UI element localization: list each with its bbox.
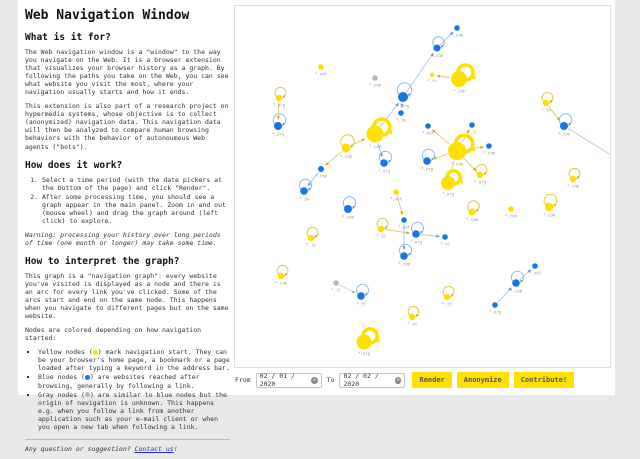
graph-node-label: *.com	[504, 213, 518, 219]
clear-to-date-icon[interactable]: ✕	[396, 376, 400, 383]
to-date-value: 02 / 02 / 2020	[343, 372, 379, 388]
render-button[interactable]: Render	[412, 372, 451, 388]
graph-node[interactable]	[560, 122, 568, 130]
self-loop-arrowhead	[420, 231, 422, 233]
graph-node[interactable]	[398, 110, 404, 116]
graph-node-label: *.it	[467, 129, 477, 135]
legend-gray-post: ) are similar to blue nodes but the origin of navigation is unknown. This happens e.g. when you follow a link from another application such as your e-mail client or when you open a new tab when following a link.	[38, 390, 227, 431]
graph-node[interactable]	[378, 226, 384, 232]
graph-node[interactable]	[425, 123, 431, 129]
graph-node[interactable]	[401, 217, 407, 223]
graph-node[interactable]	[278, 273, 284, 279]
how-steps	[25, 176, 230, 225]
self-loop-arrowhead	[285, 273, 287, 275]
graph-node[interactable]	[380, 159, 388, 167]
graph-node[interactable]	[400, 252, 408, 260]
how-step-2: 2. After some processing time, you should see a graph appear in the main panel. Zoom in and out (mouse wheel) and drag the graph around (left click) to explore.	[42, 193, 230, 225]
graph-node[interactable]	[367, 126, 384, 143]
graph-node[interactable]	[398, 92, 408, 102]
self-loop-arrowhead	[431, 158, 433, 160]
graph-node[interactable]	[477, 172, 483, 178]
self-loop-arrowhead	[451, 294, 453, 296]
graph-node-label: *.com	[482, 150, 496, 156]
bottom-controls-bar	[235, 372, 574, 388]
graph-node-label: *.fr	[427, 78, 437, 84]
graph-node[interactable]	[308, 235, 314, 241]
graph-node-label: *.com	[397, 261, 411, 267]
graph-edge-arrowhead	[277, 116, 280, 119]
graph-node[interactable]	[512, 279, 520, 287]
graph-node-label: *.org	[441, 191, 455, 197]
what-paragraph-1: The Web navigation window is a "window" to the way you navigate on the Web. It is a browser extension that visualizes your browser history as a graph. By following the paths you take on the Web, you can see what website you visit the most, where your navigation usually starts and how it ends.	[25, 48, 229, 97]
graph-node-label: *.org	[377, 168, 391, 174]
to-label: To	[326, 376, 335, 384]
graph-edge-arrowhead	[400, 211, 403, 215]
from-date-input[interactable]	[256, 373, 322, 388]
graph-node-label: *.io	[407, 321, 417, 327]
from-date-value: 02 / 01 / 2020	[259, 372, 295, 388]
documentation-panel	[25, 2, 230, 459]
self-loop-arrowhead	[352, 206, 354, 208]
from-label: From	[235, 376, 251, 384]
node-legend-list	[25, 348, 230, 430]
graph-node-label: *.com	[274, 280, 288, 286]
graph-node-label: *.org	[271, 131, 285, 137]
graph-node-label: *.org	[396, 103, 410, 109]
graph-node[interactable]	[444, 294, 450, 300]
navigation-graph-panel[interactable]	[234, 5, 611, 368]
navigation-graph-canvas[interactable]	[235, 6, 610, 367]
footer-divider	[25, 439, 230, 440]
graph-node[interactable]	[430, 73, 434, 77]
self-loop-arrowhead	[308, 188, 310, 190]
self-loop-arrowhead	[283, 95, 285, 97]
graph-node[interactable]	[441, 176, 455, 190]
graph-node[interactable]	[448, 142, 466, 160]
graph-node[interactable]	[570, 176, 576, 182]
graph-node[interactable]	[274, 122, 282, 130]
graph-node-label: *.com	[314, 173, 328, 179]
graph-node[interactable]	[342, 144, 351, 153]
graph-node-label: *.com	[509, 288, 523, 294]
self-loop-arrowhead	[408, 253, 410, 255]
graph-node[interactable]	[318, 64, 324, 70]
graph-node[interactable]	[543, 100, 549, 106]
clear-from-date-icon[interactable]: ✕	[312, 376, 316, 383]
graph-node[interactable]	[442, 234, 448, 240]
self-loop-arrowhead	[554, 204, 556, 206]
graph-node[interactable]	[492, 302, 498, 308]
graph-node[interactable]	[357, 292, 365, 300]
graph-node[interactable]	[372, 75, 378, 81]
graph-node[interactable]	[532, 263, 538, 269]
graph-node[interactable]	[486, 143, 492, 149]
graph-node-label: *.com	[465, 217, 479, 222]
graph-node-label: *.to	[440, 241, 450, 247]
graph-node[interactable]	[545, 203, 553, 211]
graph-node[interactable]	[276, 95, 282, 101]
legend-yellow-post: ) mark navigation start. They can be your browser's home page, a bookmark or a page loaded after typing a keyword in the address bar.	[38, 348, 230, 373]
self-loop-arrowhead	[441, 45, 443, 47]
self-loop-arrowhead	[476, 209, 478, 211]
section-heading-interpret: How to interpret the graph?	[25, 255, 180, 267]
graph-edge	[568, 129, 610, 155]
graph-node-label: *.com	[341, 214, 355, 220]
self-loop-arrowhead	[568, 123, 570, 125]
graph-node-label: *.org	[272, 102, 286, 108]
graph-node[interactable]	[344, 205, 352, 213]
contact-post: !	[173, 444, 178, 453]
warning-text: Warning: processing your history over long periods of time (one month or longer) may take some time.	[25, 230, 221, 247]
graph-node-label: *.com	[450, 161, 464, 167]
graph-node-label: *.com	[339, 154, 353, 159]
graph-node-label: *.com	[542, 212, 556, 218]
self-loop-arrowhead	[388, 160, 390, 162]
graph-node-label: *.to	[541, 107, 551, 113]
graph-node[interactable]	[423, 157, 431, 165]
graph-edge	[432, 129, 449, 144]
graph-node-label: *.org	[420, 166, 434, 172]
graph-node-label: *.com	[557, 131, 571, 137]
graph-node[interactable]	[357, 335, 372, 350]
self-loop-arrowhead	[315, 235, 317, 237]
graph-node[interactable]	[454, 25, 460, 31]
graph-node[interactable]	[412, 230, 420, 238]
graph-node-label: *.im	[299, 196, 309, 202]
interpret-paragraph-2: Nodes are colored depending on how navigation started:	[25, 326, 202, 343]
graph-node-label: *.net	[397, 224, 411, 230]
graph-node[interactable]	[300, 187, 308, 195]
graph-node[interactable]	[469, 122, 475, 128]
graph-node[interactable]	[409, 314, 415, 320]
graph-node-label: *.net	[389, 196, 403, 202]
graph-node[interactable]	[393, 189, 399, 195]
how-step-1: 1. Select a time period (with the date pickers at the bottom of the page) and click "Render".	[42, 176, 230, 192]
graph-node-label: *.org	[488, 309, 502, 315]
graph-node-label: *.org	[473, 179, 487, 185]
self-loop-arrowhead	[365, 293, 367, 295]
contact-us-link[interactable]: Contact us	[134, 444, 174, 453]
interpret-paragraph-1: This graph is a "navigation graph": every website you've visited is displayed as a node and there is an arc for every link you've clicked. Some of the arcs start and end on the same node. This happens when you navigate to different pages but on the same website.	[25, 271, 229, 321]
graph-node-label: *.com	[450, 32, 464, 38]
section-heading-what: What is it for?	[25, 32, 111, 43]
legend-item-blue	[38, 373, 230, 389]
graph-node-label: *.org	[409, 239, 423, 245]
self-loop-arrowhead	[282, 123, 284, 125]
graph-node[interactable]	[451, 71, 467, 87]
to-date-input[interactable]	[339, 373, 405, 388]
self-loop-arrowhead	[484, 172, 486, 174]
legend-blue-pre: Blue nodes (	[38, 373, 85, 382]
graph-node-label: *.net	[421, 130, 435, 136]
what-paragraph-2: This extension is also part of a research project on hypermedia systems, whose objective is to collect (anonymized) navigation data. This navigation data will then be analyzed to compare human browsing behaviors with the behavior of autonoumous Web agents ("bots").	[25, 102, 229, 151]
graph-node-label: *.io	[376, 233, 386, 239]
self-loop-arrowhead	[577, 176, 579, 178]
legend-gray-pre: Gray nodes (	[38, 390, 85, 399]
page-title: Web Navigation Window	[25, 8, 190, 23]
graph-node[interactable]	[333, 280, 339, 286]
legend-item-gray	[38, 391, 230, 431]
graph-node-label: *.it	[442, 301, 452, 307]
graph-node-label: *.org	[357, 351, 371, 356]
contribute-button[interactable]: Contribute!	[514, 372, 574, 388]
self-loop-arrowhead	[520, 280, 522, 282]
graph-node-label: *.com	[368, 144, 382, 149]
legend-item-yellow	[38, 348, 230, 372]
contact-pre: Any question or suggestion?	[25, 444, 135, 453]
anonymize-button[interactable]: Anonymize	[457, 372, 509, 388]
self-loop-arrowhead	[550, 100, 552, 102]
graph-node-label: *.im	[396, 117, 406, 123]
graph-node-label: *.it	[331, 287, 341, 293]
extension-page	[18, 0, 615, 453]
self-loop-arrowhead	[385, 226, 387, 228]
graph-node[interactable]	[434, 45, 441, 52]
graph-node-label: *.io	[306, 242, 316, 248]
graph-node-label: *.it	[356, 301, 366, 307]
contact-line	[25, 445, 230, 453]
graph-node[interactable]	[508, 206, 514, 212]
graph-node-label: *.com	[452, 88, 466, 94]
graph-node-label: *.net	[528, 270, 542, 276]
self-loop-arrowhead	[351, 145, 353, 147]
graph-node-label: *.com	[566, 183, 580, 189]
legend-yellow-pre: Yellow nodes (	[38, 348, 93, 357]
legend-blue-post: ) are websites reached after browsing, generally by following a link.	[38, 373, 200, 390]
self-loop-arrowhead	[408, 94, 410, 96]
section-heading-how: How does it work?	[25, 159, 123, 171]
graph-node-label: *.com	[430, 53, 444, 58]
self-loop-arrowhead	[416, 314, 418, 316]
graph-edge-arrowhead	[403, 246, 406, 249]
graph-node-label: *.com	[368, 82, 382, 88]
graph-node[interactable]	[318, 166, 324, 172]
graph-edge	[385, 230, 410, 234]
graph-node[interactable]	[469, 209, 476, 216]
graph-node-label: *.net	[314, 71, 328, 77]
